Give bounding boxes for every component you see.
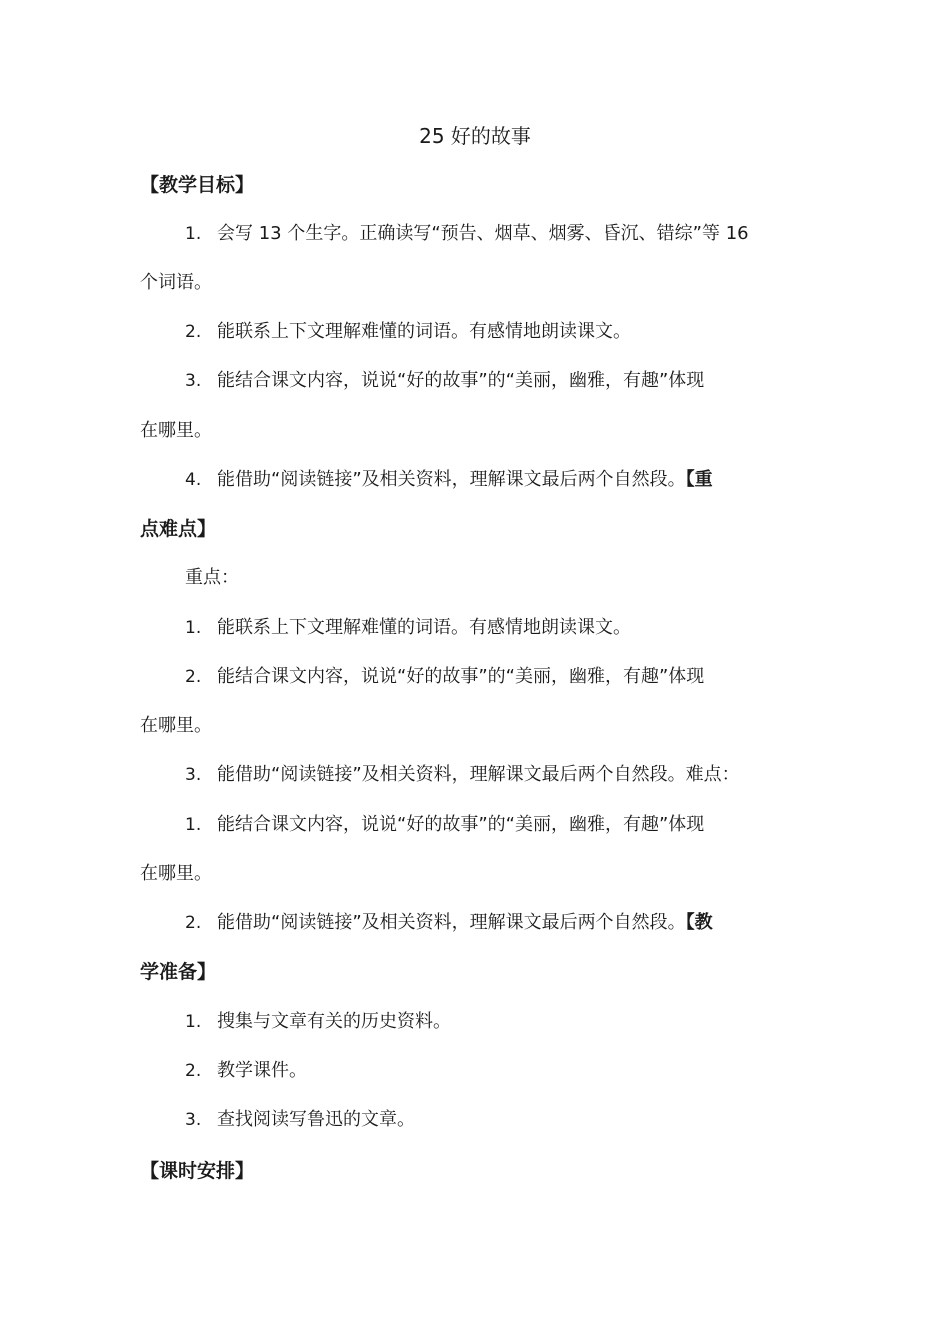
item-number: 1. [185, 1012, 202, 1032]
difficult-item-1-continuation: 在哪里。 [140, 863, 212, 884]
item-number: 2. [185, 1061, 202, 1081]
objective-item-3-continuation: 在哪里。 [140, 420, 212, 441]
item-text: 能借助“阅读链接”及相关资料，理解课文最后两个自然段。难点： [217, 764, 740, 785]
preparation-item-3 [185, 1107, 865, 1133]
item-number: 1. [185, 224, 202, 244]
section-heading-preparation-start: 【教 [685, 912, 713, 933]
item-number: 1. [185, 815, 202, 835]
item-text: 能结合课文内容，说说“好的故事”的“美丽，幽雅，有趣”体现 [217, 666, 705, 687]
item-number: 2. [185, 913, 202, 933]
item-text: 能联系上下文理解难懂的词语。有感情地朗读课文。 [217, 321, 631, 342]
item-text: 能结合课文内容，说说“好的故事”的“美丽，幽雅，有趣”体现 [217, 370, 705, 391]
key-item-2 [185, 664, 865, 690]
objective-item-4 [185, 467, 865, 493]
item-text: 会写 13 个生字。正确读写“预告、烟草、烟雾、昏沉、错综”等 16 [217, 223, 749, 244]
difficult-item-2 [185, 910, 865, 936]
item-text: 能借助“阅读链接”及相关资料，理解课文最后两个自然段。 [217, 912, 686, 933]
item-number: 3. [185, 765, 202, 785]
item-number: 4. [185, 470, 202, 490]
objective-item-3 [185, 368, 865, 394]
item-number: 2. [185, 322, 202, 342]
item-number: 3. [185, 371, 202, 391]
document-title: 25 好的故事 [419, 124, 531, 148]
item-number: 3. [185, 1110, 202, 1130]
item-number: 1. [185, 618, 202, 638]
item-text: 搜集与文章有关的历史资料。 [217, 1011, 451, 1032]
section-heading-schedule: 【课时安排】 [140, 1160, 255, 1182]
item-text: 能联系上下文理解难懂的词语。有感情地朗读课文。 [217, 617, 631, 638]
item-number: 2. [185, 667, 202, 687]
item-text: 能借助“阅读链接”及相关资料，理解课文最后两个自然段。 [217, 469, 686, 490]
key-label: 重点： [185, 567, 239, 588]
section-heading-objectives: 【教学目标】 [140, 174, 255, 196]
item-text: 教学课件。 [217, 1060, 307, 1081]
objective-item-1 [185, 221, 865, 247]
preparation-item-1 [185, 1009, 865, 1035]
key-item-1 [185, 615, 865, 641]
preparation-item-2 [185, 1058, 865, 1084]
objective-item-2 [185, 319, 865, 345]
section-heading-key-difficult-end: 点难点】 [140, 518, 217, 540]
section-heading-preparation-end: 学准备】 [140, 961, 217, 983]
key-item-3 [185, 762, 865, 788]
section-heading-key-difficult-start: 【重 [685, 469, 713, 490]
key-item-2-continuation: 在哪里。 [140, 715, 212, 736]
item-text: 能结合课文内容，说说“好的故事”的“美丽，幽雅，有趣”体现 [217, 814, 705, 835]
objective-item-1-continuation: 个词语。 [140, 272, 212, 293]
difficult-item-1 [185, 812, 865, 838]
item-text: 查找阅读写鲁迅的文章。 [217, 1109, 415, 1130]
